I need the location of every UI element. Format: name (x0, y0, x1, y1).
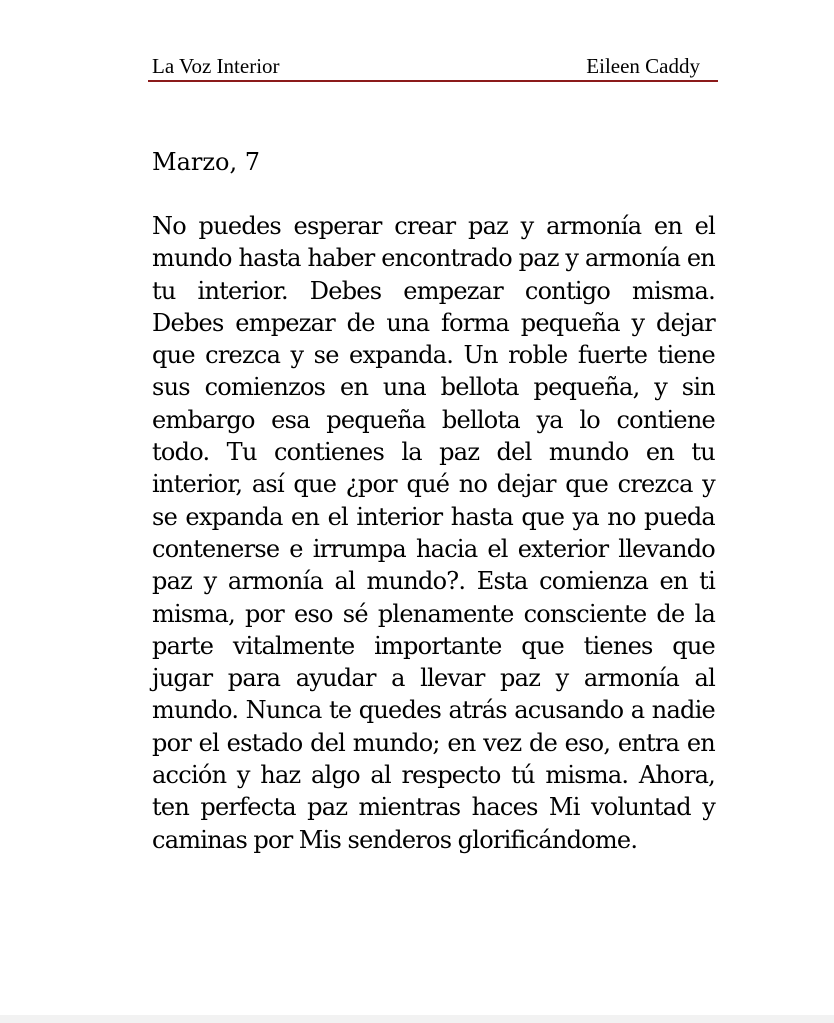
entry-text: No puedes esperar crear paz y armonía en el mundo hasta haber encontrado paz y armonía en tu interior. Debes empezar contigo misma. Debes empezar de una forma pequeña y dejar que crezca y se expanda. Un roble fuerte tiene sus comienzos en una bellota pequeña, y sin embargo esa pequeña bellota ya lo contiene todo. Tu contienes la paz del mundo en tu interior, así que ¿por qué no dejar que crezca y se expanda en el interior hasta que ya no pueda contenerse e irrumpa hacia el exterior llevando paz y armonía al mundo?. Esta comienza en ti misma, por eso sé plenamente consciente de la parte vitalmente importante que tienes que jugar para ayudar a llevar paz y armonía al mundo. Nunca te quedes atrás acusando a nadie por el estado del mundo; en vez de eso, entra en acción y haz algo al respecto tú misma. Ahora, ten perfecta paz mientras haces Mi voluntad y caminas por Mis senderos glorificándome. (152, 212, 715, 854)
entry-date: Marzo, 7 (152, 148, 260, 176)
page-bottom-edge (0, 1015, 834, 1023)
running-header (148, 52, 718, 82)
book-title: La Voz Interior (152, 54, 280, 78)
author-name: Eileen Caddy (586, 54, 700, 78)
